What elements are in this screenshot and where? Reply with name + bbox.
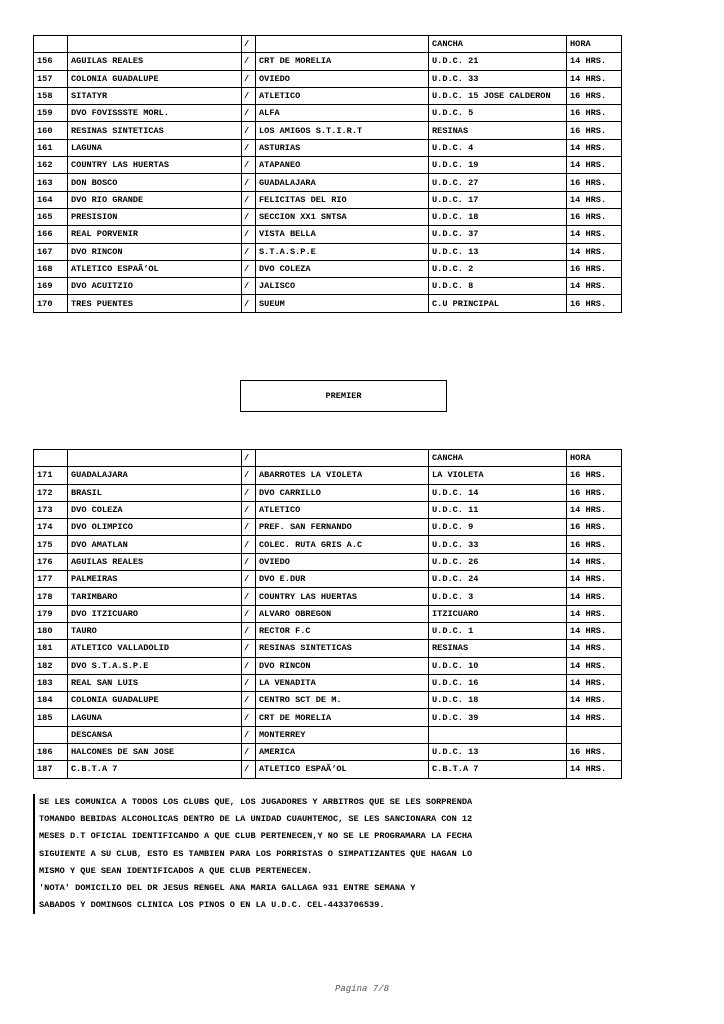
- time-cell: 14 HRS.: [567, 588, 622, 605]
- separator-cell: /: [242, 536, 256, 553]
- away-team-cell: COLEC. RUTA GRIS A.C: [256, 536, 429, 553]
- separator-cell: /: [242, 553, 256, 570]
- separator-cell: /: [242, 53, 256, 70]
- separator-cell: /: [242, 744, 256, 761]
- match-number-cell: 180: [34, 622, 68, 639]
- separator-cell: /: [242, 87, 256, 104]
- table-row: [34, 467, 622, 484]
- field-cell: U.D.C. 14: [429, 484, 567, 501]
- table-row: [34, 70, 622, 87]
- table-row: [34, 208, 622, 225]
- field-cell: U.D.C. 13: [429, 243, 567, 260]
- field-cell: LA VIOLETA: [429, 467, 567, 484]
- separator-cell: /: [242, 208, 256, 225]
- match-number-cell: 163: [34, 174, 68, 191]
- table-row: [34, 726, 622, 743]
- match-number-cell: [34, 726, 68, 743]
- time-cell: 16 HRS.: [567, 295, 622, 312]
- notice-box: [33, 794, 579, 914]
- away-team-cell: ATLETICO: [256, 87, 429, 104]
- field-cell: U.D.C. 15 JOSE CALDERON: [429, 87, 567, 104]
- notice-line: SE LES COMUNICA A TODOS LOS CLUBS QUE, LOS JUGADORES Y ARBITROS QUE SE LES SORPRENDA: [39, 797, 473, 807]
- home-team-cell: C.B.T.A 7: [68, 761, 242, 778]
- time-cell: 14 HRS.: [567, 501, 622, 518]
- header-field: CANCHA: [429, 450, 567, 467]
- table-row: [34, 692, 622, 709]
- home-team-cell: DVO ACUITZIO: [68, 278, 242, 295]
- field-cell: U.D.C. 3: [429, 588, 567, 605]
- match-number-cell: 162: [34, 157, 68, 174]
- match-number-cell: 185: [34, 709, 68, 726]
- match-number-cell: 161: [34, 139, 68, 156]
- table-row: [34, 536, 622, 553]
- table-row: [34, 295, 622, 312]
- field-cell: U.D.C. 11: [429, 501, 567, 518]
- separator-cell: /: [242, 709, 256, 726]
- time-cell: 16 HRS.: [567, 467, 622, 484]
- table-row: [34, 709, 622, 726]
- notice-line: SIGUIENTE A SU CLUB, ESTO ES TAMBIEN PARA LOS PORRISTAS O SIMPATIZANTES QUE HAGAN LO: [39, 848, 473, 859]
- notice-line: TOMANDO BEBIDAS ALCOHOLICAS DENTRO DE LA UNIDAD CUAUHTEMOC, SE LES SANCIONARA CON 12: [39, 814, 473, 825]
- time-cell: 14 HRS.: [567, 640, 622, 657]
- home-team-cell: TRES PUENTES: [68, 295, 242, 312]
- away-team-cell: ATAPANEO: [256, 157, 429, 174]
- away-team-cell: MONTERREY: [256, 726, 429, 743]
- page-footer: Pagina 7/8: [334, 984, 389, 994]
- separator-cell: /: [242, 761, 256, 778]
- match-number-cell: 179: [34, 605, 68, 622]
- table-row: [34, 588, 622, 605]
- away-team-cell: PREF. SAN FERNANDO: [256, 519, 429, 536]
- away-team-cell: DVO CARRILLO: [256, 484, 429, 501]
- time-cell: 14 HRS.: [567, 571, 622, 588]
- time-cell: 14 HRS.: [567, 157, 622, 174]
- time-cell: 16 HRS.: [567, 484, 622, 501]
- home-team-cell: AGUILAS REALES: [68, 553, 242, 570]
- time-cell: 16 HRS.: [567, 174, 622, 191]
- field-cell: [429, 726, 567, 743]
- table-row: [34, 744, 622, 761]
- away-team-cell: JALISCO: [256, 278, 429, 295]
- table-row: [34, 226, 622, 243]
- header-away-team: [256, 450, 429, 467]
- separator-cell: /: [242, 640, 256, 657]
- table-row: [34, 122, 622, 139]
- home-team-cell: GUADALAJARA: [68, 467, 242, 484]
- field-cell: U.D.C. 5: [429, 105, 567, 122]
- time-cell: [567, 726, 622, 743]
- table-row: [34, 243, 622, 260]
- field-cell: U.D.C. 24: [429, 571, 567, 588]
- separator-cell: /: [242, 105, 256, 122]
- time-cell: 14 HRS.: [567, 70, 622, 87]
- header-field: CANCHA: [429, 36, 567, 53]
- time-cell: 16 HRS.: [567, 105, 622, 122]
- separator-cell: /: [242, 467, 256, 484]
- match-number-cell: 157: [34, 70, 68, 87]
- home-team-cell: LAGUNA: [68, 709, 242, 726]
- field-cell: U.D.C. 8: [429, 278, 567, 295]
- table-header-row: [34, 36, 622, 53]
- match-number-cell: 187: [34, 761, 68, 778]
- field-cell: C.B.T.A 7: [429, 761, 567, 778]
- away-team-cell: RESINAS SINTETICAS: [256, 640, 429, 657]
- home-team-cell: DVO RINCON: [68, 243, 242, 260]
- away-team-cell: LA VENADITA: [256, 674, 429, 691]
- time-cell: 14 HRS.: [567, 674, 622, 691]
- section-title-premier: PREMIER: [240, 380, 447, 412]
- away-team-cell: OVIEDO: [256, 553, 429, 570]
- home-team-cell: REAL SAN LUIS: [68, 674, 242, 691]
- match-number-cell: 164: [34, 191, 68, 208]
- match-number-cell: 182: [34, 657, 68, 674]
- home-team-cell: DVO FOVISSSTE MORL.: [68, 105, 242, 122]
- match-number-cell: 183: [34, 674, 68, 691]
- header-match-number: [34, 36, 68, 53]
- away-team-cell: COUNTRY LAS HUERTAS: [256, 588, 429, 605]
- match-number-cell: 167: [34, 243, 68, 260]
- away-team-cell: S.T.A.S.P.E: [256, 243, 429, 260]
- header-time: HORA: [567, 450, 622, 467]
- away-team-cell: ALVARO OBREGON: [256, 605, 429, 622]
- field-cell: U.D.C. 37: [429, 226, 567, 243]
- notice-line: SABADOS Y DOMINGOS CLINICA LOS PINOS O EN LA U.D.C. CEL-4433706539.: [39, 900, 385, 911]
- time-cell: 14 HRS.: [567, 605, 622, 622]
- match-number-cell: 173: [34, 501, 68, 518]
- home-team-cell: BRASIL: [68, 484, 242, 501]
- separator-cell: /: [242, 278, 256, 295]
- away-team-cell: AMERICA: [256, 744, 429, 761]
- table-header-row: [34, 450, 622, 467]
- table-row: [34, 657, 622, 674]
- away-team-cell: CRT DE MORELIA: [256, 709, 429, 726]
- match-number-cell: 177: [34, 571, 68, 588]
- field-cell: ITZICUARO: [429, 605, 567, 622]
- home-team-cell: DVO OLIMPICO: [68, 519, 242, 536]
- time-cell: 16 HRS.: [567, 87, 622, 104]
- field-cell: C.U PRINCIPAL: [429, 295, 567, 312]
- match-number-cell: 175: [34, 536, 68, 553]
- field-cell: U.D.C. 26: [429, 553, 567, 570]
- table-row: [34, 105, 622, 122]
- field-cell: U.D.C. 27: [429, 174, 567, 191]
- table-row: [34, 87, 622, 104]
- separator-cell: /: [242, 260, 256, 277]
- match-number-cell: 176: [34, 553, 68, 570]
- match-number-cell: 168: [34, 260, 68, 277]
- match-number-cell: 166: [34, 226, 68, 243]
- home-team-cell: HALCONES DE SAN JOSE: [68, 744, 242, 761]
- time-cell: 16 HRS.: [567, 744, 622, 761]
- match-number-cell: 158: [34, 87, 68, 104]
- home-team-cell: AGUILAS REALES: [68, 53, 242, 70]
- header-home-team: [68, 36, 242, 53]
- separator-cell: /: [242, 571, 256, 588]
- table-row: [34, 519, 622, 536]
- separator-cell: /: [242, 70, 256, 87]
- time-cell: 14 HRS.: [567, 709, 622, 726]
- time-cell: 14 HRS.: [567, 692, 622, 709]
- home-team-cell: REAL PORVENIR: [68, 226, 242, 243]
- home-team-cell: ATLETICO ESPAÃ‘OL: [68, 260, 242, 277]
- away-team-cell: OVIEDO: [256, 70, 429, 87]
- table-row: [34, 191, 622, 208]
- field-cell: RESINAS: [429, 640, 567, 657]
- header-match-number: [34, 450, 68, 467]
- match-number-cell: 169: [34, 278, 68, 295]
- separator-cell: /: [242, 622, 256, 639]
- separator-cell: /: [242, 588, 256, 605]
- field-cell: RESINAS: [429, 122, 567, 139]
- separator-cell: /: [242, 295, 256, 312]
- table-row: [34, 139, 622, 156]
- away-team-cell: DVO RINCON: [256, 657, 429, 674]
- header-separator: /: [242, 36, 256, 53]
- field-cell: U.D.C. 19: [429, 157, 567, 174]
- table-row: [34, 674, 622, 691]
- table-row: [34, 553, 622, 570]
- home-team-cell: ATLETICO VALLADOLID: [68, 640, 242, 657]
- away-team-cell: ALFA: [256, 105, 429, 122]
- away-team-cell: ABARROTES LA VIOLETA: [256, 467, 429, 484]
- away-team-cell: LOS AMIGOS S.T.I.R.T: [256, 122, 429, 139]
- away-team-cell: DVO COLEZA: [256, 260, 429, 277]
- away-team-cell: RECTOR F.C: [256, 622, 429, 639]
- field-cell: U.D.C. 13: [429, 744, 567, 761]
- time-cell: 14 HRS.: [567, 53, 622, 70]
- table-row: [34, 53, 622, 70]
- field-cell: U.D.C. 21: [429, 53, 567, 70]
- time-cell: 14 HRS.: [567, 553, 622, 570]
- field-cell: U.D.C. 2: [429, 260, 567, 277]
- away-team-cell: CENTRO SCT DE M.: [256, 692, 429, 709]
- header-separator: /: [242, 450, 256, 467]
- match-number-cell: 186: [34, 744, 68, 761]
- field-cell: U.D.C. 17: [429, 191, 567, 208]
- match-number-cell: 159: [34, 105, 68, 122]
- field-cell: U.D.C. 33: [429, 536, 567, 553]
- separator-cell: /: [242, 243, 256, 260]
- home-team-cell: DVO RIO GRANDE: [68, 191, 242, 208]
- away-team-cell: ATLETICO ESPAÃ‘OL: [256, 761, 429, 778]
- field-cell: U.D.C. 1: [429, 622, 567, 639]
- home-team-cell: RESINAS SINTETICAS: [68, 122, 242, 139]
- match-number-cell: 181: [34, 640, 68, 657]
- table-row: [34, 761, 622, 778]
- match-number-cell: 174: [34, 519, 68, 536]
- field-cell: U.D.C. 16: [429, 674, 567, 691]
- time-cell: 14 HRS.: [567, 139, 622, 156]
- home-team-cell: DVO ITZICUARO: [68, 605, 242, 622]
- away-team-cell: DVO E.DUR: [256, 571, 429, 588]
- table-row: [34, 605, 622, 622]
- home-team-cell: COLONIA GUADALUPE: [68, 70, 242, 87]
- match-number-cell: 184: [34, 692, 68, 709]
- field-cell: U.D.C. 9: [429, 519, 567, 536]
- header-home-team: [68, 450, 242, 467]
- match-number-cell: 171: [34, 467, 68, 484]
- home-team-cell: DVO S.T.A.S.P.E: [68, 657, 242, 674]
- separator-cell: /: [242, 484, 256, 501]
- away-team-cell: SUEUM: [256, 295, 429, 312]
- home-team-cell: DESCANSA: [68, 726, 242, 743]
- table-row: [34, 571, 622, 588]
- time-cell: 14 HRS.: [567, 278, 622, 295]
- away-team-cell: CRT DE MORELIA: [256, 53, 429, 70]
- match-number-cell: 178: [34, 588, 68, 605]
- field-cell: U.D.C. 33: [429, 70, 567, 87]
- table-row: [34, 484, 622, 501]
- notice-line: MESES D.T OFICIAL IDENTIFICANDO A QUE CLUB PERTENECEN,Y NO SE LE PROGRAMARA LA FECHA: [39, 831, 473, 842]
- home-team-cell: TAURO: [68, 622, 242, 639]
- match-number-cell: 160: [34, 122, 68, 139]
- match-number-cell: 156: [34, 53, 68, 70]
- separator-cell: /: [242, 191, 256, 208]
- time-cell: 14 HRS.: [567, 226, 622, 243]
- time-cell: 16 HRS.: [567, 122, 622, 139]
- field-cell: U.D.C. 10: [429, 657, 567, 674]
- separator-cell: /: [242, 674, 256, 691]
- home-team-cell: SITATYR: [68, 87, 242, 104]
- separator-cell: /: [242, 174, 256, 191]
- home-team-cell: COLONIA GUADALUPE: [68, 692, 242, 709]
- separator-cell: /: [242, 657, 256, 674]
- home-team-cell: PRESISION: [68, 208, 242, 225]
- away-team-cell: ASTURIAS: [256, 139, 429, 156]
- away-team-cell: SECCION XX1 SNTSA: [256, 208, 429, 225]
- time-cell: 16 HRS.: [567, 536, 622, 553]
- table-row: [34, 157, 622, 174]
- time-cell: 16 HRS.: [567, 519, 622, 536]
- separator-cell: /: [242, 605, 256, 622]
- time-cell: 16 HRS.: [567, 260, 622, 277]
- table-row: [34, 640, 622, 657]
- schedule-table-1: [33, 35, 622, 313]
- match-number-cell: 170: [34, 295, 68, 312]
- time-cell: 14 HRS.: [567, 191, 622, 208]
- table-row: [34, 260, 622, 277]
- home-team-cell: PALMEIRAS: [68, 571, 242, 588]
- notice-line: MISMO Y QUE SEAN IDENTIFICADOS A QUE CLUB PERTENECEN.: [39, 865, 313, 876]
- match-number-cell: 165: [34, 208, 68, 225]
- home-team-cell: DVO COLEZA: [68, 501, 242, 518]
- table-row: [34, 174, 622, 191]
- separator-cell: /: [242, 726, 256, 743]
- home-team-cell: DVO AMATLAN: [68, 536, 242, 553]
- separator-cell: /: [242, 692, 256, 709]
- separator-cell: /: [242, 139, 256, 156]
- field-cell: U.D.C. 18: [429, 208, 567, 225]
- separator-cell: /: [242, 226, 256, 243]
- away-team-cell: VISTA BELLA: [256, 226, 429, 243]
- time-cell: 14 HRS.: [567, 761, 622, 778]
- schedule-table-2: [33, 449, 622, 779]
- away-team-cell: FELICITAS DEL RIO: [256, 191, 429, 208]
- header-time: HORA: [567, 36, 622, 53]
- separator-cell: /: [242, 519, 256, 536]
- home-team-cell: COUNTRY LAS HUERTAS: [68, 157, 242, 174]
- field-cell: U.D.C. 39: [429, 709, 567, 726]
- separator-cell: /: [242, 157, 256, 174]
- home-team-cell: DON BOSCO: [68, 174, 242, 191]
- notice-line: 'NOTA' DOMICILIO DEL DR JESUS RENGEL ANA MARIA GALLAGA 931 ENTRE SEMANA Y: [39, 883, 416, 894]
- field-cell: U.D.C. 18: [429, 692, 567, 709]
- table-row: [34, 278, 622, 295]
- time-cell: 14 HRS.: [567, 657, 622, 674]
- home-team-cell: TARIMBARO: [68, 588, 242, 605]
- away-team-cell: ATLETICO: [256, 501, 429, 518]
- field-cell: U.D.C. 4: [429, 139, 567, 156]
- time-cell: 16 HRS.: [567, 208, 622, 225]
- table-row: [34, 501, 622, 518]
- home-team-cell: LAGUNA: [68, 139, 242, 156]
- separator-cell: /: [242, 501, 256, 518]
- header-away-team: [256, 36, 429, 53]
- table-row: [34, 622, 622, 639]
- away-team-cell: GUADALAJARA: [256, 174, 429, 191]
- time-cell: 14 HRS.: [567, 243, 622, 260]
- match-number-cell: 172: [34, 484, 68, 501]
- separator-cell: /: [242, 122, 256, 139]
- time-cell: 14 HRS.: [567, 622, 622, 639]
